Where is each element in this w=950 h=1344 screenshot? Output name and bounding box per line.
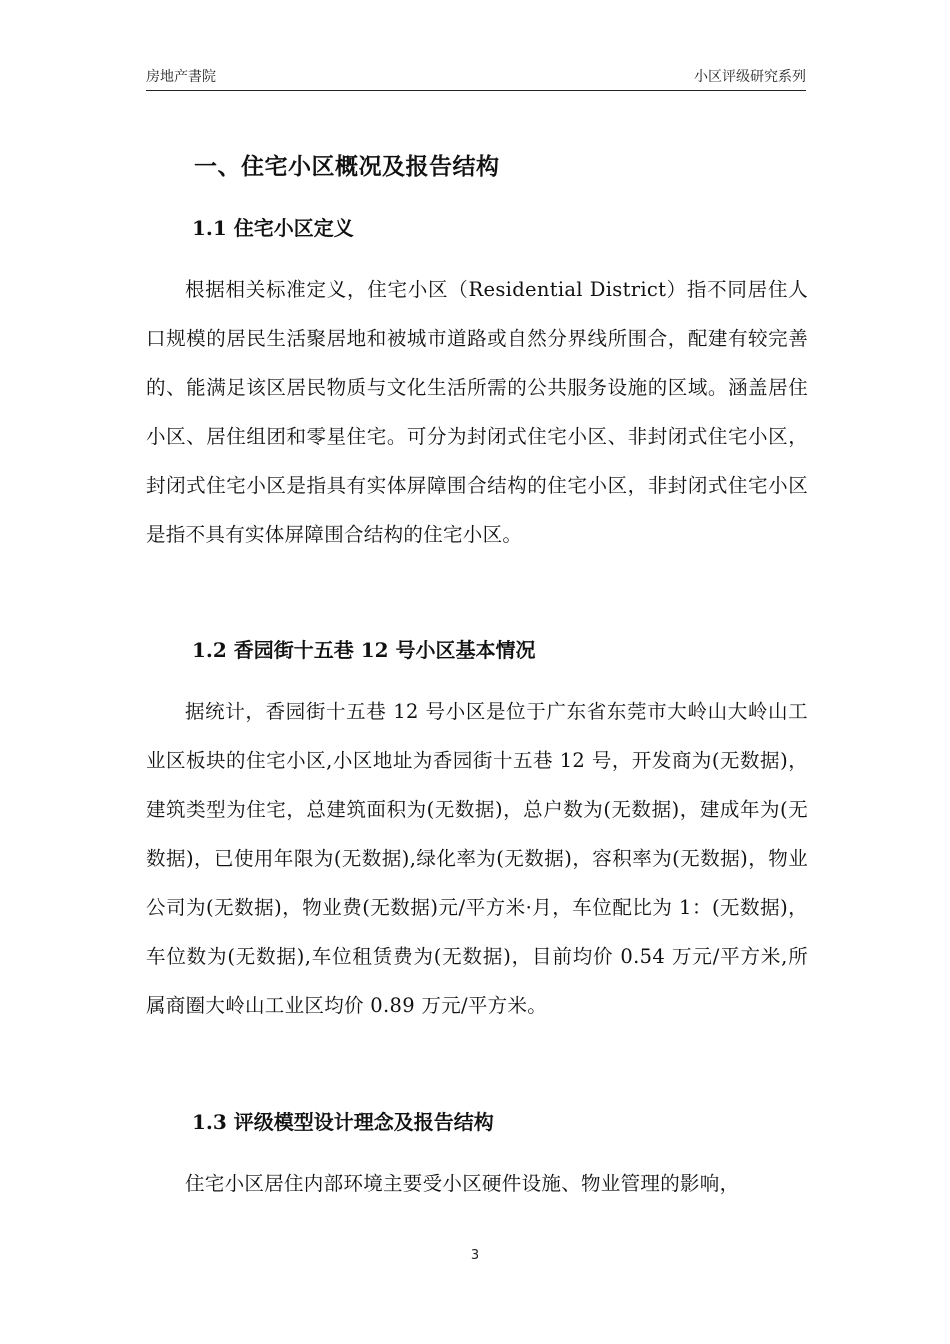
page-header: [146, 66, 806, 91]
subsection-heading-1-1: 1.1 住宅小区定义: [192, 216, 354, 240]
header-publisher: 房地产書院: [146, 69, 216, 85]
page-number: 3: [470, 1248, 480, 1263]
paragraph-model-design: 住宅小区居住内部环境主要受小区硬件设施、物业管理的影响，: [185, 1172, 740, 1195]
paragraph-basic-info: 据统计，香园街十五巷 12 号小区是位于广东省东莞市大岭山大岭山工业区板块的住宅小区,小区地址为香园街十五巷 12 号，开发商为(无数据)，建筑类型为住宅，总建筑面积为(无数据)，总户数为(无数据)，建成年为(无数据)，已使用年限为(无数据),绿化率为(无数据)，容积率为(无数据)，物业公司为(无数据)，物业费(无数据)元/平方米·月，车位配比为 1：(无数据)，车位数为(无数据),车位租赁费为(无数据)，目前均价 0.54 万元/平方米,所属商圈大岭山工业区均价 0.89 万元/平方米。: [146, 700, 808, 1017]
header-series-title: 小区评级研究系列: [694, 69, 806, 85]
paragraph-definition: 根据相关标准定义，住宅小区（Residential District）指不同居住人口规模的居民生活聚居地和被城市道路或自然分界线所围合，配建有较完善的、能满足该区居民物质与文化生活所需的公共服务设施的区域。涵盖居住小区、居住组团和零星住宅。可分为封闭式住宅小区、非封闭式住宅小区，封闭式住宅小区是指具有实体屏障围合结构的住宅小区，非封闭式住宅小区是指不具有实体屏障围合结构的住宅小区。: [146, 278, 808, 546]
section-title: 一、住宅小区概况及报告结构: [194, 153, 500, 180]
subsection-heading-1-2: 1.2 香园街十五巷 12 号小区基本情况: [192, 638, 536, 662]
subsection-heading-1-3: 1.3 评级模型设计理念及报告结构: [192, 1110, 494, 1134]
